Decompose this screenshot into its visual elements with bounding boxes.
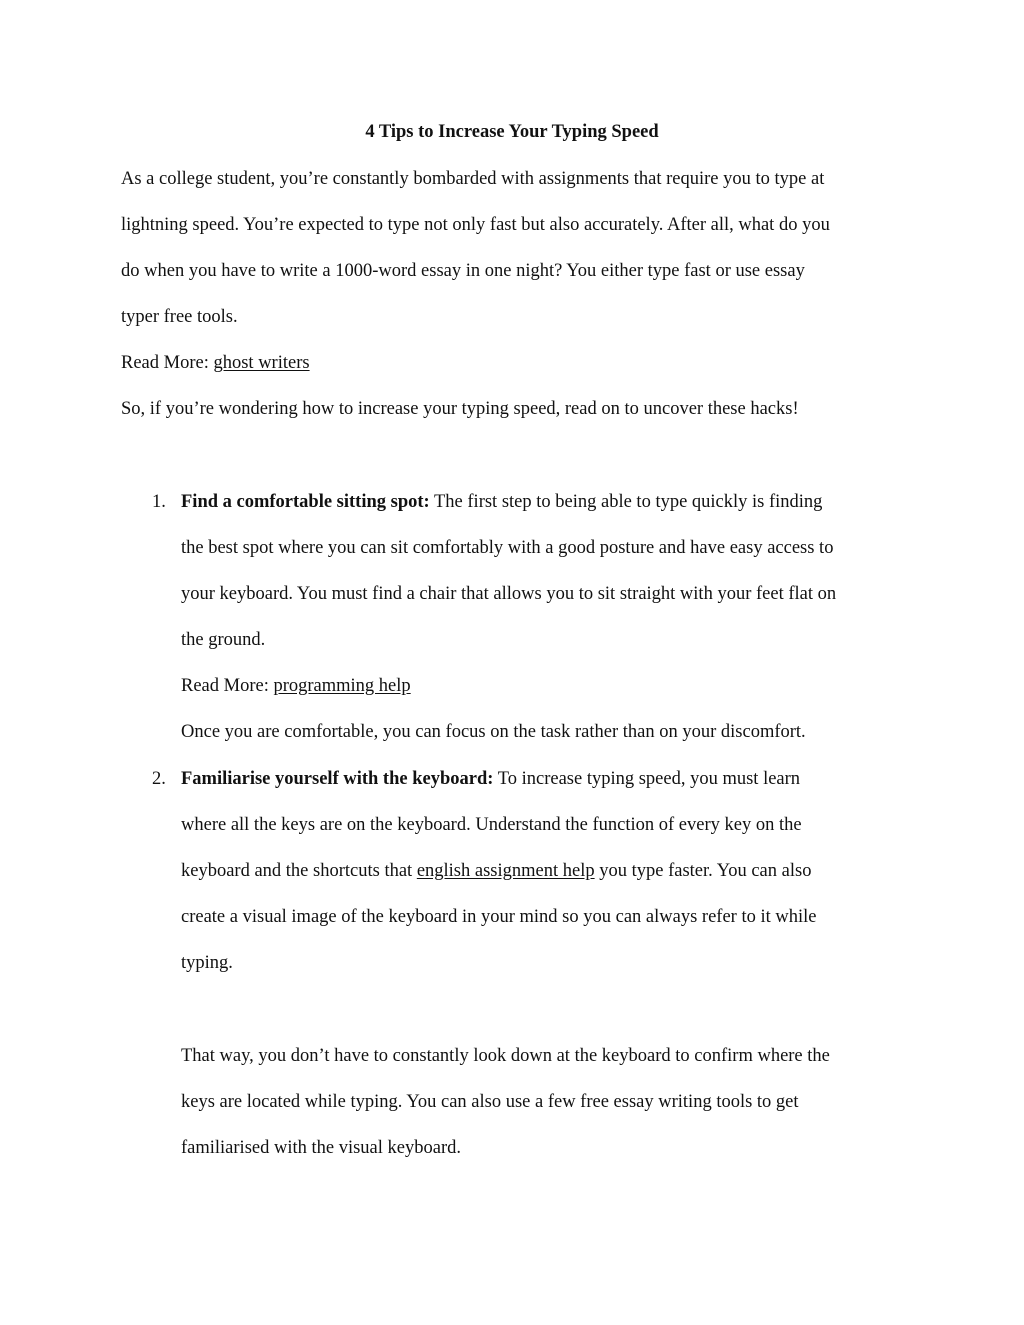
list-item-2-line-4: create a visual image of the keyboard in your mind so you can always refer to it while: [181, 907, 817, 927]
list-item-1-line-4: the ground.: [181, 630, 266, 650]
intro-line-1: As a college student, you’re constantly bombarded with assignments that require you to type at: [121, 169, 825, 189]
list-item-1-after: Once you are comfortable, you can focus on the task rather than on your discomfort.: [181, 722, 806, 742]
list-item-2-line-2: where all the keys are on the keyboard. Understand the function of every key on the: [181, 815, 802, 835]
list-item-2-text: To increase typing speed, you must learn: [493, 769, 801, 789]
list-item-2-line-5: typing.: [181, 953, 233, 973]
list-item-2-para-2-line-1: That way, you don’t have to constantly look down at the keyboard to confirm where the: [181, 1046, 830, 1066]
list-item-1-text: The first step to being able to type quickly is finding: [429, 492, 823, 512]
list-item-2-line-3-before: keyboard and the shortcuts that: [181, 861, 417, 881]
list-item-2-line-1: [181, 767, 800, 791]
english-assignment-help-link[interactable]: english assignment help: [416, 861, 595, 881]
list-item-1-line-2: the best spot where you can sit comfortably with a good posture and have easy access to: [181, 538, 834, 558]
read-more-line: [121, 351, 310, 375]
list-item-2-line-3-after: you type faster. You can also: [594, 861, 812, 881]
list-item-2-line-3: [181, 859, 811, 883]
list-item-1-line-3: your keyboard. You must find a chair that allows you to sit straight with your feet flat on: [181, 584, 837, 604]
ghost-writers-link[interactable]: ghost writers: [213, 353, 310, 373]
list-item-2-para-2-line-2: keys are located while typing. You can also use a few free essay writing tools to get: [181, 1092, 799, 1112]
programming-help-link[interactable]: programming help: [273, 676, 411, 696]
intro-closing: So, if you’re wondering how to increase your typing speed, read on to uncover these hacks!: [121, 399, 799, 419]
intro-line-2: lightning speed. You’re expected to type not only fast but also accurately. After all, what do you: [121, 215, 830, 235]
list-item-1-heading: Find a comfortable sitting spot:: [181, 492, 430, 512]
document-title: 4 Tips to Increase Your Typing Speed: [365, 122, 659, 142]
list-number-1: 1.: [152, 492, 166, 512]
list-item-2-heading: Familiarise yourself with the keyboard:: [181, 769, 494, 789]
list-item-2-para-2-line-3: familiarised with the visual keyboard.: [181, 1138, 461, 1158]
read-more-prefix: Read More:: [181, 676, 274, 696]
list-number-2: 2.: [152, 769, 166, 789]
list-item-1-line-1: [181, 490, 822, 514]
read-more-prefix: Read More:: [121, 353, 214, 373]
intro-line-4: typer free tools.: [121, 307, 238, 327]
intro-line-3: do when you have to write a 1000-word essay in one night? You either type fast or use essay: [121, 261, 805, 281]
list-item-1-read-more: [181, 674, 411, 698]
